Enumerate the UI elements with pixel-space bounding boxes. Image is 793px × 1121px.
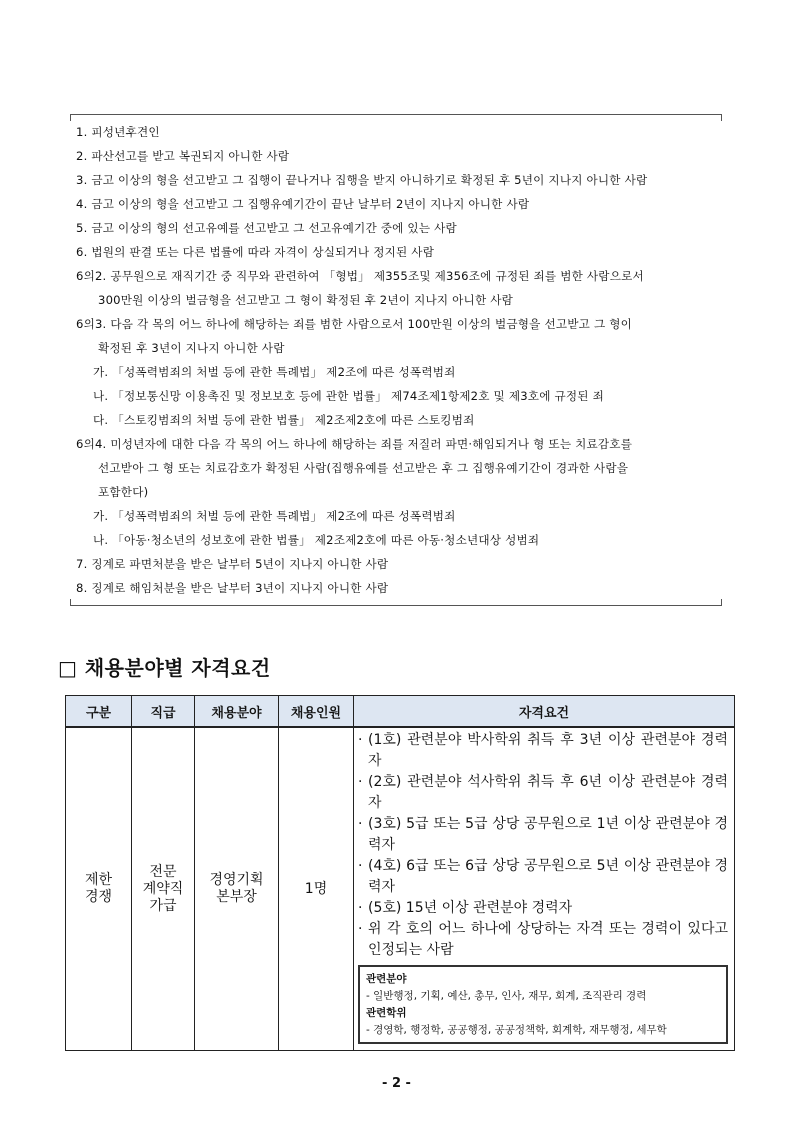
requirement-item: · (4호) 6급 또는 6급 상당 공무원으로 5년 이상 관련분야 경력자 <box>358 858 728 895</box>
disqualification-item: 2. 파산선고를 받고 복권되지 아니한 사람 <box>76 149 290 163</box>
header-count: 채용인원 <box>279 696 354 728</box>
bullet-icon: · <box>358 774 363 790</box>
section-title: □ 채용분야별 자격요건 <box>58 656 271 680</box>
disqualification-item-cont: 확정된 후 3년이 지나지 아니한 사람 <box>98 341 285 355</box>
header-field: 채용분야 <box>195 696 279 728</box>
note-degree-text: - 경영학, 행정학, 공공행정, 공공정책학, 회계학, 재무행정, 세무학 <box>366 1024 667 1036</box>
related-field-note <box>358 965 728 1044</box>
disqualification-item-cont: 선고받아 그 형 또는 치료감호가 확정된 사람(집행유예를 선고받은 후 그 집행유예기간이 경과한 사람을 <box>98 461 629 475</box>
bullet-icon: · <box>358 900 363 916</box>
disqualification-item-cont: 포함한다) <box>98 485 149 499</box>
cell-count <box>279 727 354 1051</box>
table-header-row <box>66 696 735 728</box>
note-field-text: - 일반행정, 기획, 예산, 총무, 인사, 재무, 회계, 조직관리 경력 <box>366 990 647 1002</box>
table-row <box>66 727 735 1051</box>
requirement-item: · (1호) 관련분야 박사학위 취득 후 3년 이상 관련분야 경력자 <box>358 732 728 769</box>
header-rank: 직급 <box>132 696 195 728</box>
requirement-item: · 위 각 호의 어느 하나에 상당하는 자격 또는 경력이 있다고 인정되는 사람 <box>358 921 728 958</box>
disqualification-item: 6의2. 공무원으로 재직기간 중 직무와 관련하여 「형법」 제355조및 제356조에 규정된 죄를 범한 사람으로서 <box>76 269 644 283</box>
cell-field <box>195 727 279 1051</box>
disqualification-subitem: 가. 「성폭력범죄의 처벌 등에 관한 특례법」 제2조에 따른 성폭력범죄 <box>93 365 456 379</box>
disqualification-item: 5. 금고 이상의 형의 선고유예를 선고받고 그 선고유예기간 중에 있는 사람 <box>76 221 457 235</box>
cell-requirements <box>354 727 735 1051</box>
disqualification-item: 8. 징계로 해임처분을 받은 날부터 3년이 지나지 아니한 사람 <box>76 581 389 595</box>
bullet-icon: · <box>358 921 363 937</box>
disqualification-item-cont: 300만원 이상의 벌금형을 선고받고 그 형이 확정된 후 2년이 지나지 아니한 사람 <box>98 293 514 307</box>
cell-type-text: 제한 경쟁 <box>84 872 113 905</box>
disqualification-item: 6. 법원의 판결 또는 다른 법률에 따라 자격이 상실되거나 정지된 사람 <box>76 245 435 259</box>
cell-type <box>66 727 132 1051</box>
disqualification-item: 6의4. 미성년자에 대한 다음 각 목의 어느 하나에 해당하는 죄를 저질러 파면·해임되거나 형 또는 치료감호를 <box>76 437 633 451</box>
disqualification-item: 4. 금고 이상의 형을 선고받고 그 집행유예기간이 끝난 날부터 2년이 지나지 아니한 사람 <box>76 197 530 211</box>
cell-rank-text: 전문 계약직 가급 <box>142 863 184 914</box>
bullet-icon: · <box>358 816 363 832</box>
requirement-item: · (3호) 5급 또는 5급 상당 공무원으로 1년 이상 관련분야 경력자 <box>358 816 728 853</box>
disqualification-item: 7. 징계로 파면처분을 받은 날부터 5년이 지나지 아니한 사람 <box>76 557 389 571</box>
disqualification-subitem: 다. 「스토킹범죄의 처벌 등에 관한 법률」 제2조제2호에 따른 스토킹범죄 <box>93 413 475 427</box>
disqualification-subitem: 나. 「아동·청소년의 성보호에 관한 법률」 제2조제2호에 따른 아동·청소년대상 성범죄 <box>93 533 540 547</box>
note-field-title: 관련분야 <box>366 973 407 985</box>
cell-rank <box>132 727 195 1051</box>
cell-field-text: 경영기획 본부장 <box>209 872 264 905</box>
bullet-icon: · <box>358 732 363 748</box>
requirement-item: · (2호) 관련분야 석사학위 취득 후 6년 이상 관련분야 경력자 <box>358 774 728 811</box>
disqualification-item: 3. 금고 이상의 형을 선고받고 그 집행이 끝나거나 집행을 받지 아니하기로 확정된 후 5년이 지나지 아니한 사람 <box>76 173 648 187</box>
requirement-item: · (5호) 15년 이상 관련분야 경력자 <box>358 898 728 919</box>
note-degree-title: 관련학위 <box>366 1007 407 1019</box>
page-number: - 2 - <box>382 1076 411 1091</box>
bullet-icon: · <box>358 858 363 874</box>
header-requirements: 자격요건 <box>354 696 735 728</box>
cell-count-text: 1명 <box>304 880 328 897</box>
disqualification-item: 1. 피성년후견인 <box>76 125 160 139</box>
requirements-table <box>65 695 735 1051</box>
disqualification-subitem: 나. 「정보통신망 이용촉진 및 정보보호 등에 관한 법률」 제74조제1항제2호 및 제3호에 규정된 죄 <box>93 389 604 403</box>
header-type: 구분 <box>66 696 132 728</box>
disqualification-item: 6의3. 다음 각 목의 어느 하나에 해당하는 죄를 범한 사람으로서 100만원 이상의 벌금형을 선고받고 그 형이 <box>76 317 633 331</box>
disqualification-subitem: 가. 「성폭력범죄의 처벌 등에 관한 특례법」 제2조에 따른 성폭력범죄 <box>93 509 456 523</box>
